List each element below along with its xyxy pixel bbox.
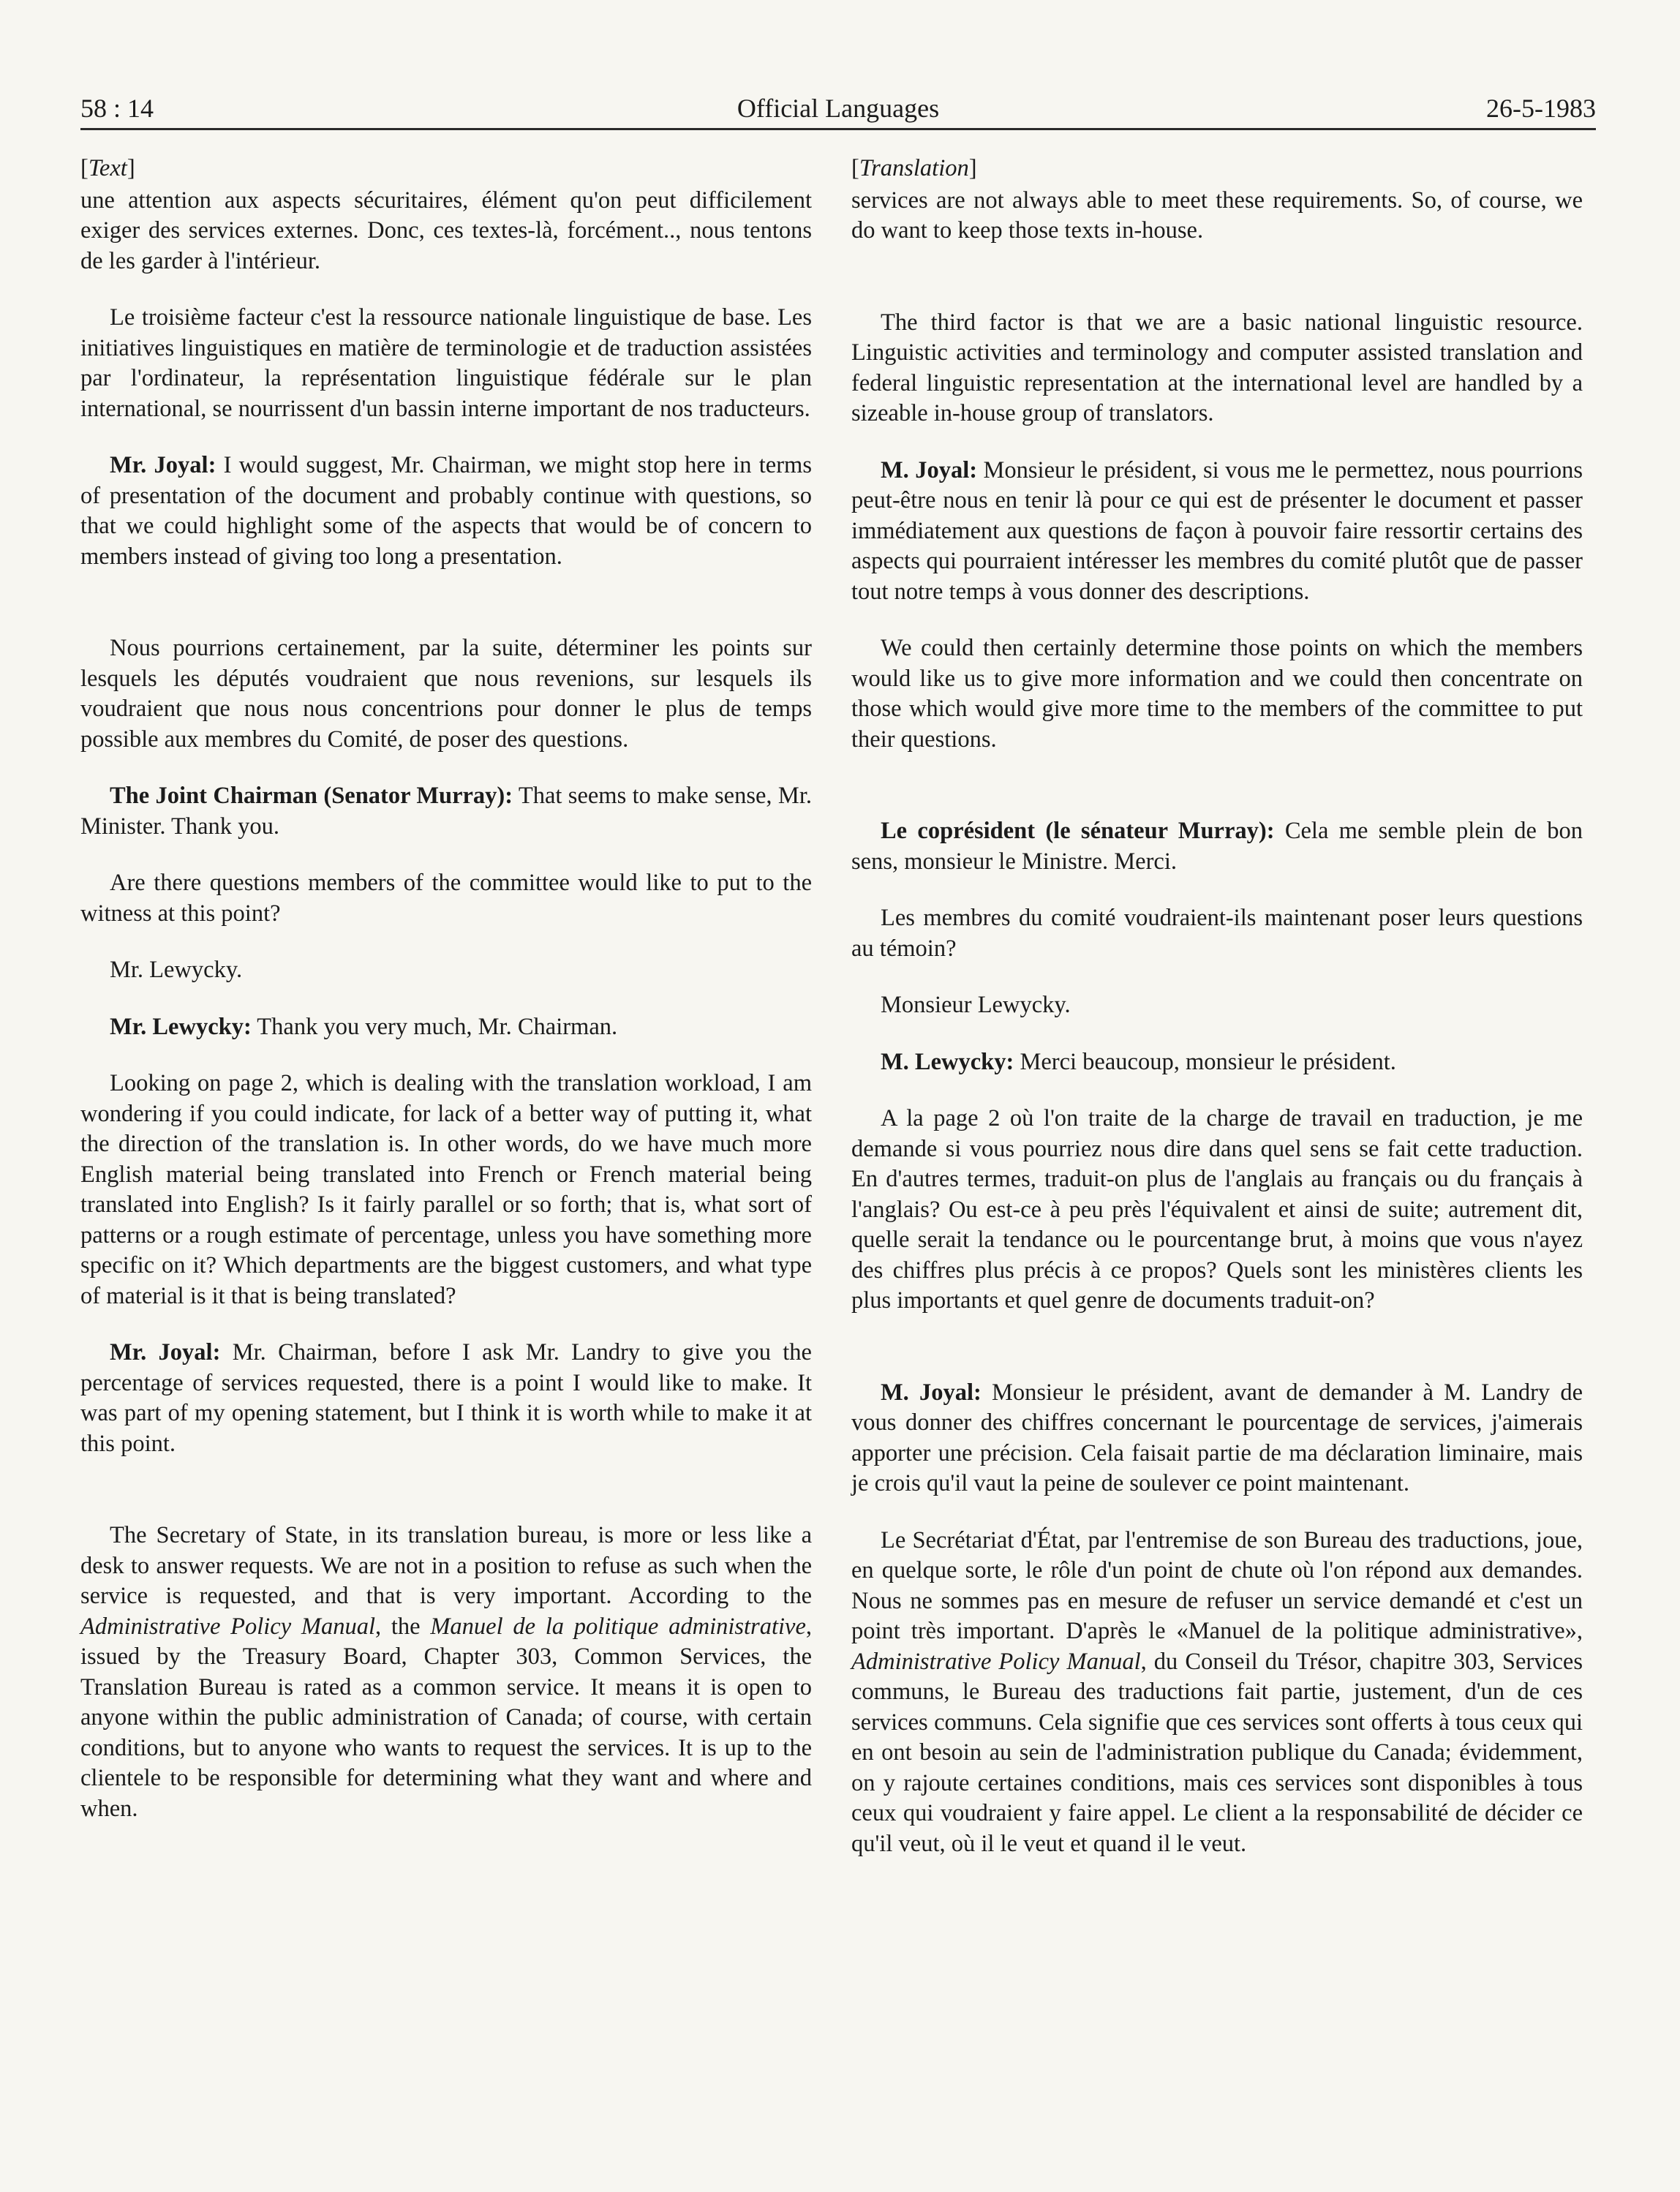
paragraph: Are there questions members of the committee would like to put to the witness at this point?	[80, 870, 812, 927]
column-tag: [Translation]	[851, 155, 977, 181]
paragraph: Looking on page 2, which is dealing with the translation workload, I am wondering if you could indicate, for lack of a better way of putting it, what the direction of the translation is. In other words, do we have much more English material being translated into French or French material being translated into English? Is it fairly parallel or so forth; that is, what sort of patterns or a rough estimate of percentage, unless you have something more specific on it? Which departments are the biggest customers, and what type of material is it that is being translated?	[80, 1070, 812, 1309]
paragraph: M. Lewycky: Merci beaucoup, monsieur le président.	[881, 1048, 1396, 1075]
paragraph: Mr. Lewycky: Thank you very much, Mr. Chairman.	[110, 1013, 618, 1040]
issue-date: 26-5-1983	[1486, 94, 1596, 123]
paragraph: M. Joyal: Monsieur le président, avant de demander à M. Landry de vous donner des chiffres concernant le pourcentage de services, j'aimerais apporter une précision. Cela faisait partie de ma déclaration liminaire, mais je crois qu'il vaut la peine de soulever ce point maintenant.	[851, 1379, 1583, 1496]
paragraph: Les membres du comité voudraient-ils maintenant poser leurs questions au témoin?	[851, 905, 1583, 962]
paragraph: The Joint Chairman (Senator Murray): That seems to make sense, Mr. Minister. Thank you.	[80, 783, 812, 840]
speaker-name: Le coprésident (le sénateur Murray):	[881, 818, 1275, 844]
paragraph: We could then certainly determine those points on which the members would like us to give more information and we could then concentrate on those which would give more time to the members of the committee to put their questions.	[851, 635, 1583, 753]
speaker-name: M. Joyal:	[881, 1379, 982, 1406]
paragraph: Le coprésident (le sénateur Murray): Cela me semble plein de bon sens, monsieur le Ministre. Merci.	[851, 818, 1583, 875]
speaker-name: Mr. Lewycky:	[110, 1013, 252, 1040]
paragraph: Mr. Lewycky.	[110, 957, 243, 983]
speaker-name: Mr. Joyal:	[110, 1339, 221, 1366]
paragraph: A la page 2 où l'on traite de la charge de travail en traduction, je me demande si vous pourriez nous dire dans quel sens se fait cette traduction. En d'autres termes, traduit-on plus de l'anglais au français ou du français à l'anglais? Ou est-ce à peu près l'équivalent et ainsi de suite; autrement dit, quelle serait la tendance ou le pourcentange brut, à moins que vous n'ayez des chiffres plus précis à ce propos? Quels sont les ministères clients les plus importants et quel genre de documents traduit-on?	[851, 1105, 1583, 1314]
page-number: 58 : 14	[80, 94, 154, 123]
paragraph: Nous pourrions certainement, par la suite, déterminer les points sur lesquels les députés voudraient que nous revenions, sur lesquels ils voudraient que nous nous concentrions pour donner le plus de temps possible aux membres du Comité, de poser des questions.	[80, 635, 812, 753]
speaker-name: Mr. Joyal:	[110, 452, 216, 478]
paragraph: Le Secrétariat d'État, par l'entremise de son Bureau des traductions, joue, en quelque sorte, le rôle d'un point de chute où l'on répond aux demandes. Nous ne sommes pas en mesure de refuser un service demandé et c'est un point très important. D'après le «Manuel de la politique administrative», Administrative Policy Manual, du Conseil du Trésor, chapitre 303, Services communs, le Bureau des traductions fait partie, justement, d'un de ces services communs. Cela signifie que ces services sont offerts à tous ceux qui en ont besoin au sein de l'administration publique du Canada; évidemment, on y rajoute certaines conditions, mais ces services sont disponibles à tous ceux qui voudraient y faire appel. Le client a la responsabilité de décider ce qu'il veut, où il le veut et quand il le veut.	[851, 1526, 1583, 1857]
journal-title: Official Languages	[737, 94, 940, 123]
column-tag: [Text]	[80, 155, 135, 181]
paragraph: The Secretary of State, in its translation bureau, is more or less like a desk to answer requests. We are not in a position to refuse as such when the service is requested, and that is very important. According to the Administrative Policy Manual, the Manuel de la politique administrative, issued by the Treasury Board, Chapter 303, Common Services, the Translation Bureau is rated as a common service. It means it is open to anyone within the public administration of Canada; of course, with certain conditions, but to anyone who wants to request the services. It is up to the clientele to be responsible for determining what they want and where and when.	[80, 1522, 812, 1822]
speaker-name: M. Joyal:	[881, 456, 978, 483]
paragraph: une attention aux aspects sécuritaires, élément qu'on peut difficilement exiger des services externes. Donc, ces textes-là, forcément.., nous tentons de les garder à l'intérieur.	[80, 187, 812, 274]
paragraph: M. Joyal: Monsieur le président, si vous me le permettez, nous pourrions peut-être nous en tenir là pour ce qui est de présenter le document et passer immédiatement aux questions de façon à pouvoir faire ressortir certains des aspects qui pourraient intéresser les membres du comité plutôt que de passer tout notre temps à vous donner des descriptions.	[851, 456, 1583, 605]
page-header	[80, 84, 1596, 130]
paragraph: Mr. Joyal: Mr. Chairman, before I ask Mr. Landry to give you the percentage of services requested, there is a point I would like to make. It was part of my opening statement, but I think it is worth while to make it at this point.	[80, 1339, 812, 1457]
paragraph: services are not always able to meet these requirements. So, of course, we do want to keep those texts in-house.	[851, 187, 1583, 244]
paragraph: Le troisième facteur c'est la ressource nationale linguistique de base. Les initiatives linguistiques en matière de terminologie et de traduction assistées par l'ordinateur, la représentation linguistique fédérale sur le plan international, se nourrissent d'un bassin interne important de nos traducteurs.	[80, 304, 812, 422]
paragraph: Monsieur Lewycky.	[881, 992, 1071, 1018]
paragraph: The third factor is that we are a basic national linguistic resource. Linguistic activities and terminology and computer assisted translation and federal linguistic representation at the international level are handled by a sizeable in-house group of translators.	[851, 309, 1583, 426]
paragraph: Mr. Joyal: I would suggest, Mr. Chairman, we might stop here in terms of presentation of the document and probably continue with questions, so that we could highlight some of the aspects that would be of concern to members instead of giving too long a presentation.	[80, 452, 812, 570]
speaker-name: M. Lewycky:	[881, 1048, 1014, 1075]
left-column-text	[80, 154, 812, 1824]
right-column-translation	[851, 154, 1583, 1859]
speaker-name: The Joint Chairman (Senator Murray):	[110, 783, 513, 809]
